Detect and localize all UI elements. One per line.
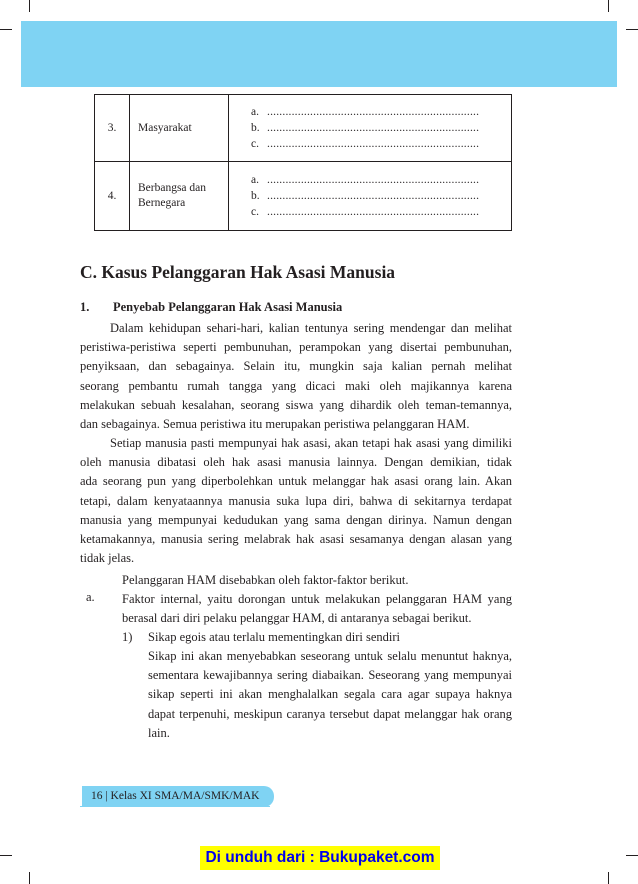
table-row	[95, 95, 512, 162]
crop-mark	[626, 855, 638, 856]
download-source-banner[interactable]: Di unduh dari : Bukupaket.com	[200, 846, 440, 870]
page-footer-label: 16 | Kelas XI SMA/MA/SMK/MAK	[82, 786, 274, 807]
option-line: a. .....................................................................	[251, 174, 480, 186]
list-marker: a.	[86, 590, 95, 604]
row-subject: Berbangsa dan Bernegara	[130, 162, 229, 231]
option-line: b. .....................................................................	[251, 122, 480, 134]
row-number: 4.	[95, 162, 130, 231]
section-heading: C. Kasus Pelanggaran Hak Asasi Manusia	[80, 262, 396, 282]
sub-list-title: 1) Sikap egois atau terlalu mementingkan diri sendiri	[122, 630, 401, 644]
factors-intro: Pelanggaran HAM disebabkan oleh faktor-faktor berikut.	[122, 573, 409, 587]
row-options	[229, 162, 512, 231]
table-row	[95, 162, 512, 231]
crop-mark	[0, 855, 12, 856]
subsection-heading: 1. Penyebab Pelanggaran Hak Asasi Manusia	[80, 300, 343, 314]
sub-list-body: Sikap ini akan menyebabkan seseorang untuk selalu menuntut haknya, sementara kewajibannya sering diabaikan. Seseorang yang mempunyai sikap seperti ini akan menghalalkan segala cara agar supaya haknya dapat terpenuhi, meskipun caranya tersebut dapat melanggar hak orang lain.	[148, 649, 512, 740]
crop-mark	[0, 29, 12, 30]
list-item: Faktor internal, yaitu dorongan untuk melakukan pelanggaran HAM yang berasal dari diri pelaku pelanggar HAM, di antaranya sebagai berikut.	[122, 592, 512, 626]
crop-mark	[29, 0, 30, 12]
option-line: c. .....................................................................	[251, 206, 480, 218]
paragraph: Setiap manusia pasti mempunyai hak asasi, akan tetapi hak asasi yang dimiliki oleh manusia dibatasi oleh hak asasi manusia lainnya. Dengan demikian, tidak ada seorang pun yang diperbolehkan untuk melanggar hak asasi orang lain. Akan tetapi, dalam kenyataannya manusia suka lupa diri, bahwa di sekitarnya terdapat manusia yang mempunyai kedudukan yang sama dengan dirinya. Namun dengan ketamakannya, manusia sering melabrak hak asasi sesamanya dengan alasan yang tidak jelas.	[80, 436, 512, 566]
footer-divider	[80, 806, 270, 807]
paragraph: Dalam kehidupan sehari-hari, kalian tentunya sering mendengar dan melihat peristiwa-peristiwa seperti pembunuhan, perampokan yang disertai pembunuhan, penyiksaan, dan sebagainya. Selain itu, mungkin saja kalian pernah melihat seorang pembantu rumah tangga yang dicaci maki oleh majikannya karena melakukan sebuah kesalahan, seorang siswa yang dihardik oleh teman-temannya, dan sebagainya. Semua peristiwa itu merupakan peristiwa pelanggaran HAM.	[80, 321, 512, 432]
header-band	[21, 21, 617, 87]
option-line: a. .....................................................................	[251, 106, 480, 118]
option-line: c. .....................................................................	[251, 138, 480, 150]
row-number: 3.	[95, 95, 130, 162]
row-subject: Masyarakat	[130, 95, 229, 162]
crop-mark	[626, 29, 638, 30]
worksheet-table	[94, 94, 512, 231]
crop-mark	[29, 872, 30, 884]
option-line: b. .....................................................................	[251, 190, 480, 202]
crop-mark	[608, 872, 609, 884]
crop-mark	[608, 0, 609, 12]
row-options	[229, 95, 512, 162]
